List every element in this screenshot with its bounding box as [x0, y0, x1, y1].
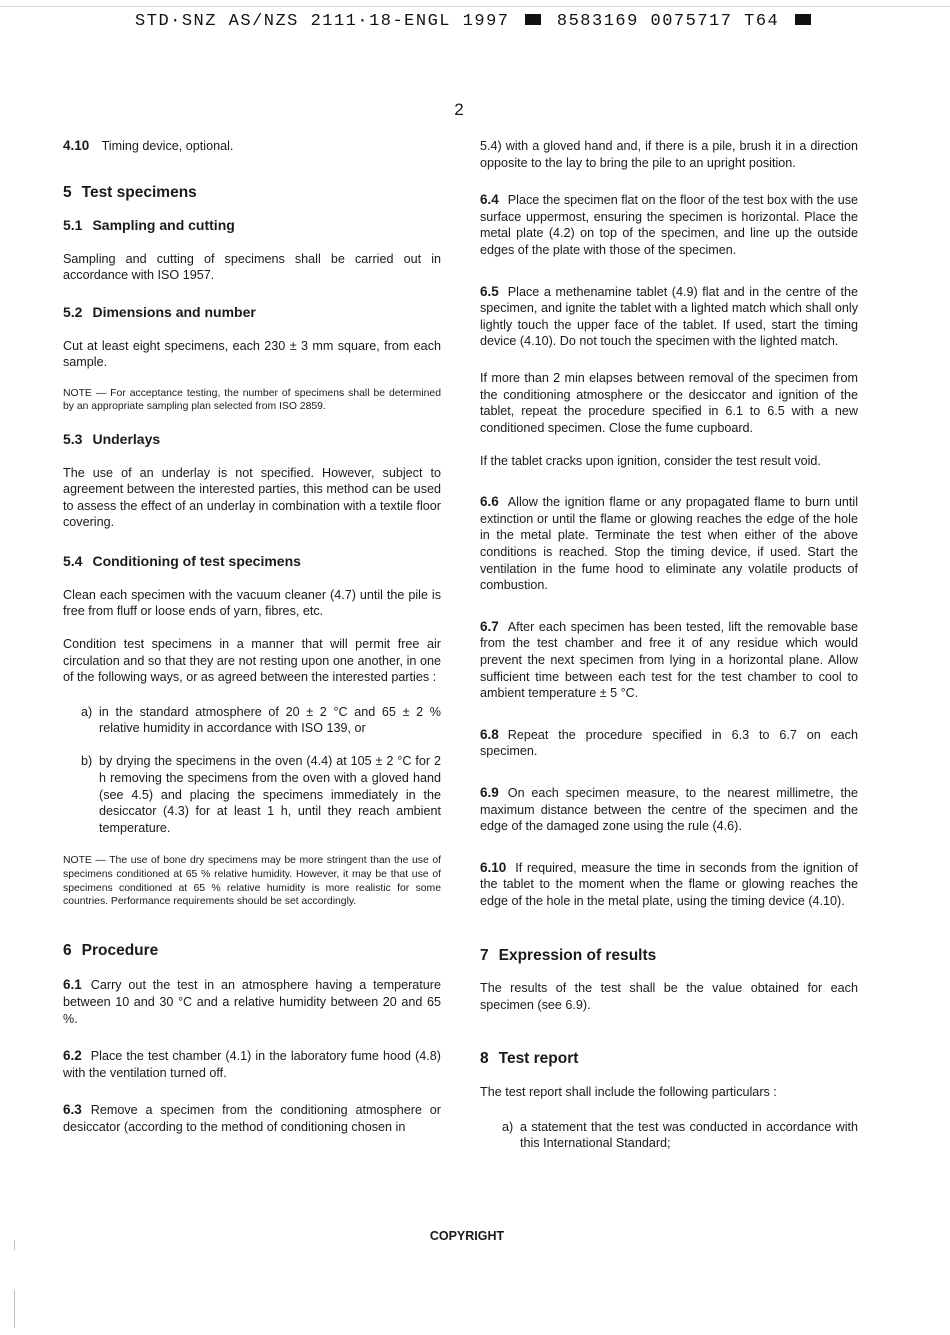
heading-title: Underlays [92, 430, 161, 447]
heading-title: Expression of results [498, 946, 657, 964]
clause-number: 6.4 [480, 192, 499, 208]
section-heading-8 [480, 1051, 858, 1068]
heading-title: Dimensions and number [92, 303, 256, 320]
list-item-label: a) [81, 704, 93, 719]
paragraph: Cut at least eight specimens, each 230 ± 3 mm square, from each sample. [63, 338, 441, 370]
clause-number: 6.9 [480, 785, 499, 801]
clause-6-6 [480, 494, 858, 594]
section-heading-6 [63, 943, 441, 960]
document-header [0, 12, 950, 31]
list-item [502, 1119, 858, 1152]
header-rule [0, 6, 950, 7]
left-column [63, 138, 441, 1136]
paragraph: If the tablet cracks upon ignition, consider the test result void. [480, 453, 821, 468]
clause-number: 6.6 [480, 494, 499, 510]
paragraph: Condition test specimens in a manner that will permit free air circulation and so that they are not resting upon one another, in one of the following ways, or as agreed between the interested parties : [63, 637, 441, 685]
list-item-text: in the standard atmosphere of 20 ± 2 °C and 65 ± 2 % relative humidity in accordance with ISO 139, or [99, 704, 441, 736]
header-barcode-text: 8583169 0075717 T64 [556, 12, 780, 31]
clause-number: 4.10 [63, 138, 90, 153]
clause-6-3 [63, 1102, 441, 1135]
clause-text: Remove a specimen from the conditioning atmosphere or desiccator (according to the method of conditioning chosen in [63, 1103, 441, 1134]
clause-number: 6.10 [480, 859, 507, 875]
list-item-text: by drying the specimens in the oven (4.4) at 105 ± 2 °C for 2 h removing the specimens from the oven with a gloved hand (see 4.5) and placing the specimens immediately in the desiccator (4.3) for at least 1 h, until they reach ambient temperature. [99, 754, 441, 835]
paragraph: Sampling and cutting of specimens shall be carried out in accordance with ISO 1957. [63, 251, 441, 283]
clause-text: Repeat the procedure specified in 6.3 to 6.7 on each specimen. [480, 727, 858, 759]
footer-copyright: COPYRIGHT [429, 1229, 505, 1243]
clause-6-5 [480, 284, 858, 350]
clause-number: 6.2 [63, 1048, 82, 1064]
list-item-text: a statement that the test was conducted in accordance with this International Standard; [520, 1119, 858, 1151]
heading-number: 5.3 [63, 430, 83, 447]
clause-6-9 [480, 785, 858, 835]
right-column [480, 138, 858, 1152]
clause-text: Allow the ignition flame or any propagated flame to burn until extinction or until the flame or glowing reaches the edge of the hole in the metal plate. Terminate the test when either of the above conditions is reached. Stop the timing device, if used. Start the ventilation in the fume hood to eliminate any volatile products of combustion. [480, 495, 858, 593]
clause-text: On each specimen measure, to the nearest millimetre, the maximum distance between the centre of the specimen and the edge of the damaged zone using the rule (4.6). [480, 786, 858, 834]
page-number: 2 [454, 100, 464, 119]
clause-6-7 [480, 619, 858, 702]
subsection-heading-5-3 [63, 431, 441, 448]
clause-number: 6.8 [480, 726, 499, 742]
paragraph: 5.4) with a gloved hand and, if there is a pile, brush it in a direction opposite to the lay to bring the pile to an upright position. [480, 139, 858, 170]
heading-number: 7 [480, 946, 489, 964]
heading-number: 5.2 [63, 303, 83, 320]
heading-number: 8 [480, 1050, 489, 1068]
paragraph: Clean each specimen with the vacuum cleaner (4.7) until the pile is free from fluff or loose ends of yarn, fibres, etc. [63, 587, 441, 619]
heading-title: Procedure [81, 941, 159, 959]
section-heading-7 [480, 948, 858, 965]
header-block-mark [525, 14, 541, 25]
clause-text: Place a methenamine tablet (4.9) flat and in the centre of the specimen, and ignite the tablet with a lighted match which shall only lightly touch the upper face of the tablet. If used, start the timing device (4.10). Do not touch the specimen with the lighted match. [480, 284, 858, 349]
paragraph: The test report shall include the following particulars : [480, 1084, 777, 1099]
heading-number: 6 [63, 941, 72, 959]
clause-4-10 [63, 138, 441, 155]
list-item-label: a) [502, 1119, 514, 1134]
clause-6-1 [63, 977, 441, 1027]
clause-text: Timing device, optional. [101, 139, 234, 153]
subsection-heading-5-2 [63, 304, 441, 321]
paragraph: The use of an underlay is not specified. However, subject to agreement between the interested parties, this method can be used to assess the effect of an underlay in combination with a textile floor covering. [63, 465, 441, 530]
clause-text: Carry out the test in an atmosphere having a temperature between 10 and 30 °C and a relative humidity between 20 and 65 %. [63, 978, 441, 1026]
heading-title: Sampling and cutting [92, 217, 235, 234]
header-id: STD·SNZ AS/NZS 2111·18-ENGL 1997 [135, 12, 510, 31]
subsection-heading-5-4 [63, 553, 441, 570]
heading-title: Test specimens [81, 183, 197, 201]
clause-6-10 [480, 860, 858, 910]
list-item-label: b) [81, 754, 93, 769]
section-heading-5 [63, 185, 441, 202]
clause-number: 6.1 [63, 977, 82, 993]
clause-text: Place the test chamber (4.1) in the laboratory fume hood (4.8) with the ventilation turned off. [63, 1049, 441, 1080]
list-item [81, 753, 441, 836]
note: NOTE — The use of bone dry specimens may be more stringent than the use of specimens conditioned at 65 % relative humidity. However, it may be that use of specimens conditioned at 65 % relative humidity is more realistic for some countries. Performance requirements should be set accordingly. [63, 855, 441, 908]
heading-title: Test report [498, 1050, 579, 1068]
heading-number: 5.1 [63, 217, 83, 234]
heading-number: 5.4 [63, 552, 83, 569]
clause-number: 6.7 [480, 618, 499, 634]
scan-artifact [14, 1290, 15, 1328]
heading-number: 5 [63, 183, 72, 201]
list-item [81, 704, 441, 737]
clause-number: 6.3 [63, 1102, 82, 1118]
note: NOTE — For acceptance testing, the number of specimens shall be determined by an appropriate sampling plan selected from ISO 2859. [63, 387, 441, 413]
clause-text: Place the specimen flat on the floor of the test box with the use surface uppermost, ensuring the specimen is horizontal. Place the metal plate (4.2) on top of the specimen, and line up the outside edges of the plate with those of the specimen. [480, 193, 858, 257]
header-block-mark [795, 14, 811, 25]
clause-6-4 [480, 192, 858, 258]
paragraph: The results of the test shall be the value obtained for each specimen (see 6.9). [480, 981, 858, 1012]
clause-text: If required, measure the time in seconds from the ignition of the tablet to the moment when the flame or glowing reaches the edge of the hole in the metal plate, using the timing device (4.10). [480, 860, 858, 908]
clause-6-2 [63, 1048, 441, 1081]
paragraph: If more than 2 min elapses between removal of the specimen from the conditioning atmosphere or the desiccator and ignition of the tablet, repeat the procedure specified in 6.1 to 6.5 with a new conditioned specimen. Close the fume cupboard. [480, 370, 858, 435]
heading-title: Conditioning of test specimens [92, 552, 301, 569]
subsection-heading-5-1 [63, 217, 441, 234]
clause-text: After each specimen has been tested, lift the removable base from the test chamber and free it of any residue which would prevent the next specimen from lying in a horizontal plane. Allow sufficient time between each test for the test chamber to cool to ambient temperature ± 5 °C. [480, 619, 858, 701]
clause-number: 6.5 [480, 283, 499, 299]
scan-artifact [14, 1240, 15, 1250]
clause-6-8 [480, 727, 858, 760]
